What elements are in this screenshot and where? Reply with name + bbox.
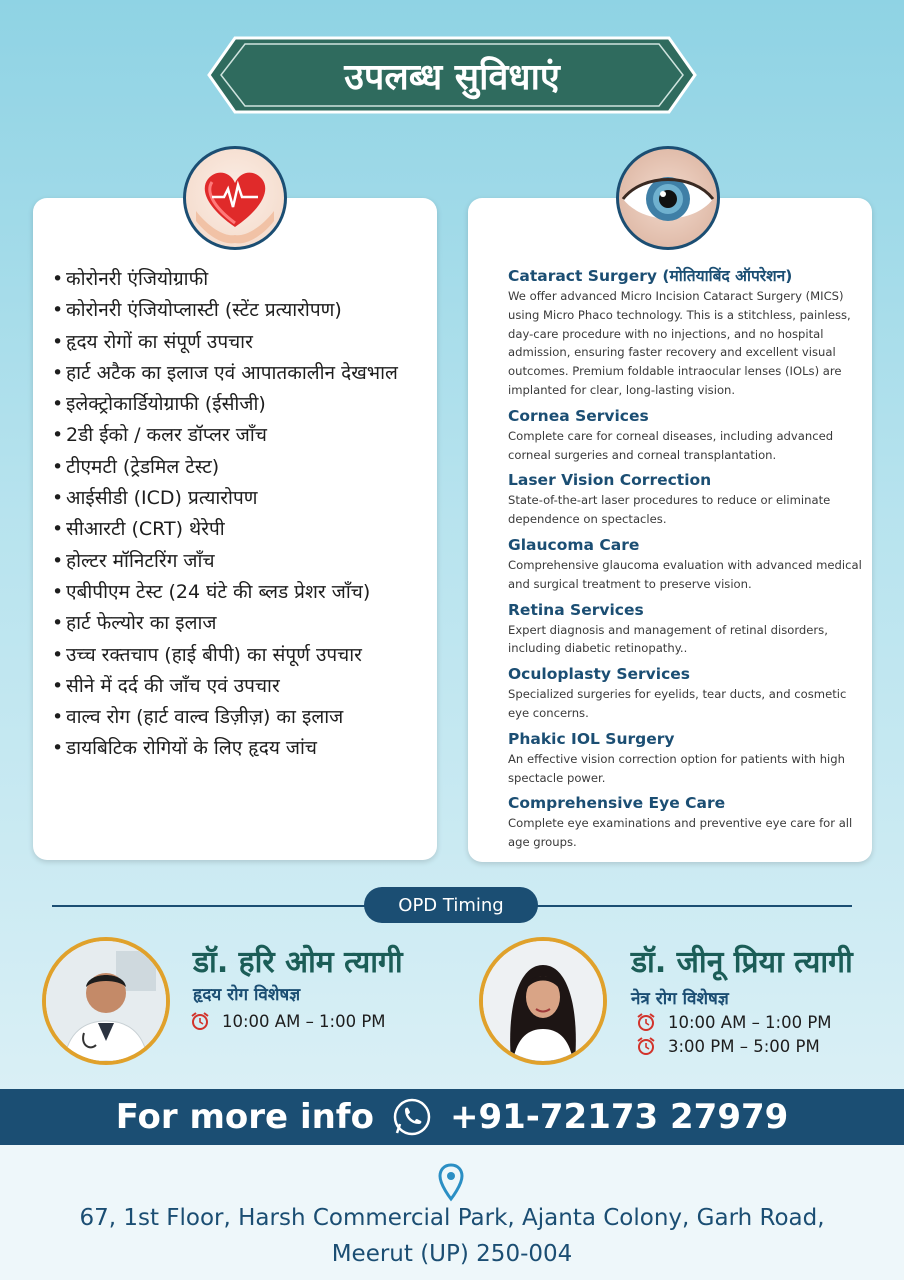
service-title: Laser Vision Correction xyxy=(508,471,712,490)
eye-icon xyxy=(616,146,720,250)
service-title: Retina Services xyxy=(508,600,644,619)
service-title: Cornea Services xyxy=(508,406,649,425)
service-description: An effective vision correction option for patients with high spectacle power. xyxy=(508,751,845,785)
doctor-photo-ophthalmologist xyxy=(479,937,607,1065)
service-description: Comprehensive glaucoma evaluation with advanced medical and surgical treatment to preserve vision. xyxy=(508,557,862,591)
service-title: Oculoplasty Services xyxy=(508,665,691,684)
alarm-clock-icon xyxy=(190,1011,210,1031)
list-item: • आईसीडी (ICD) प्रत्यारोपण xyxy=(52,483,432,514)
service-description: Complete care for corneal diseases, including advanced corneal surgeries and corneal transplantation. xyxy=(508,428,834,462)
opd-timing-slot xyxy=(636,1012,832,1032)
service-title: Comprehensive Eye Care xyxy=(508,794,726,813)
list-item: • कोरोनरी एंजियोप्लास्टी (स्टेंट प्रत्यारोपण) xyxy=(52,295,432,326)
service-description: Expert diagnosis and management of retinal disorders, including diabetic retinopathy.. xyxy=(508,622,828,656)
heart-in-hands-icon xyxy=(183,146,287,250)
list-item: • वाल्व रोग (हार्ट वाल्व डिज़ीज़) का इलाज xyxy=(52,702,432,733)
list-item: • सीने में दर्द की जाँच एवं उपचार xyxy=(52,671,432,702)
doctor-photo-cardiologist xyxy=(42,937,170,1065)
service-description: Specialized surgeries for eyelids, tear ducts, and cosmetic eye concerns. xyxy=(508,687,847,720)
list-item xyxy=(508,406,868,465)
list-item: • उच्च रक्तचाप (हाई बीपी) का संपूर्ण उपचार xyxy=(52,640,432,671)
location-pin-icon xyxy=(437,1163,465,1203)
list-item: • सीआरटी (CRT) थेरेपी xyxy=(52,514,432,545)
more-info-label: For more info xyxy=(115,1097,374,1137)
alarm-clock-icon xyxy=(636,1036,656,1056)
list-item: • डायबिटिक रोगियों के लिए हृदय जांच xyxy=(52,733,432,764)
whatsapp-phone-icon[interactable] xyxy=(392,1097,432,1137)
list-item xyxy=(508,600,868,659)
service-title: Phakic IOL Surgery xyxy=(508,729,675,748)
opd-timing-label: OPD Timing xyxy=(364,887,538,923)
cardiology-services-list xyxy=(52,264,432,765)
list-item: • हार्ट फेल्योर का इलाज xyxy=(52,608,432,639)
doctor-specialty: नेत्र रोग विशेषज्ञ xyxy=(631,989,729,1009)
doctor-specialty: हृदय रोग विशेषज्ञ xyxy=(193,985,301,1005)
list-item xyxy=(508,729,868,788)
list-item: • 2डी ईको / कलर डॉप्लर जाँच xyxy=(52,420,432,451)
opd-timing-slot xyxy=(636,1036,820,1056)
service-title: Glaucoma Care xyxy=(508,535,640,554)
opd-timing-slot xyxy=(190,1011,386,1031)
phone-number[interactable]: +91-72173 27979 xyxy=(449,1097,789,1137)
list-item: • इलेक्ट्रोकार्डियोग्राफी (ईसीजी) xyxy=(52,389,432,420)
timing-text: 10:00 AM – 1:00 PM xyxy=(222,1011,386,1031)
list-item xyxy=(508,664,868,723)
list-item: • होल्टर मॉनिटरिंग जाँच xyxy=(52,546,432,577)
list-item: • टीएमटी (ट्रेडमिल टेस्ट) xyxy=(52,452,432,483)
list-item: • हार्ट अटैक का इलाज एवं आपातकालीन देखभाल xyxy=(52,358,432,389)
service-description: We offer advanced Micro Incision Cataract Surgery (MICS) using Micro Phaco technology. This is a stitchless, painless, day-care procedure with no injections, and no hospital admission, ensuring faster recovery and excellent visual outcomes. Premium foldable intraocular lenses (IOLs) are implanted for clear, long-lasting vision. xyxy=(508,289,851,397)
address-text xyxy=(40,1200,864,1272)
service-title: Cataract Surgery (मोतियाबिंद ऑपरेशन) xyxy=(508,267,793,285)
list-item: • एबीपीएम टेस्ट (24 घंटे की ब्लड प्रेशर जाँच) xyxy=(52,577,432,608)
doctor-name: डॉ. जीनू प्रिया त्यागी xyxy=(631,945,853,980)
list-item xyxy=(508,266,868,400)
timing-text: 10:00 AM – 1:00 PM xyxy=(668,1012,832,1032)
address-line: 67, 1st Floor, Harsh Commercial Park, Ajanta Colony, Garh Road, xyxy=(79,1205,825,1231)
title-banner xyxy=(205,34,699,116)
list-item xyxy=(508,793,868,852)
service-description: State-of-the-art laser procedures to reduce or eliminate dependence on spectacles. xyxy=(508,493,831,527)
alarm-clock-icon xyxy=(636,1012,656,1032)
list-item xyxy=(508,535,868,594)
list-item xyxy=(508,470,868,529)
ophthalmology-services-list xyxy=(508,266,868,858)
page-title: उपलब्ध सुविधाएं xyxy=(344,56,560,98)
contact-bar xyxy=(0,1089,904,1145)
list-item: • कोरोनरी एंजियोग्राफी xyxy=(52,264,432,295)
service-description: Complete eye examinations and preventive eye care for all age groups. xyxy=(508,816,853,850)
address-line: Meerut (UP) 250-004 xyxy=(331,1241,573,1267)
timing-text: 3:00 PM – 5:00 PM xyxy=(668,1036,820,1056)
doctor-name: डॉ. हरि ओम त्यागी xyxy=(193,945,403,980)
list-item: • हृदय रोगों का संपूर्ण उपचार xyxy=(52,327,432,358)
